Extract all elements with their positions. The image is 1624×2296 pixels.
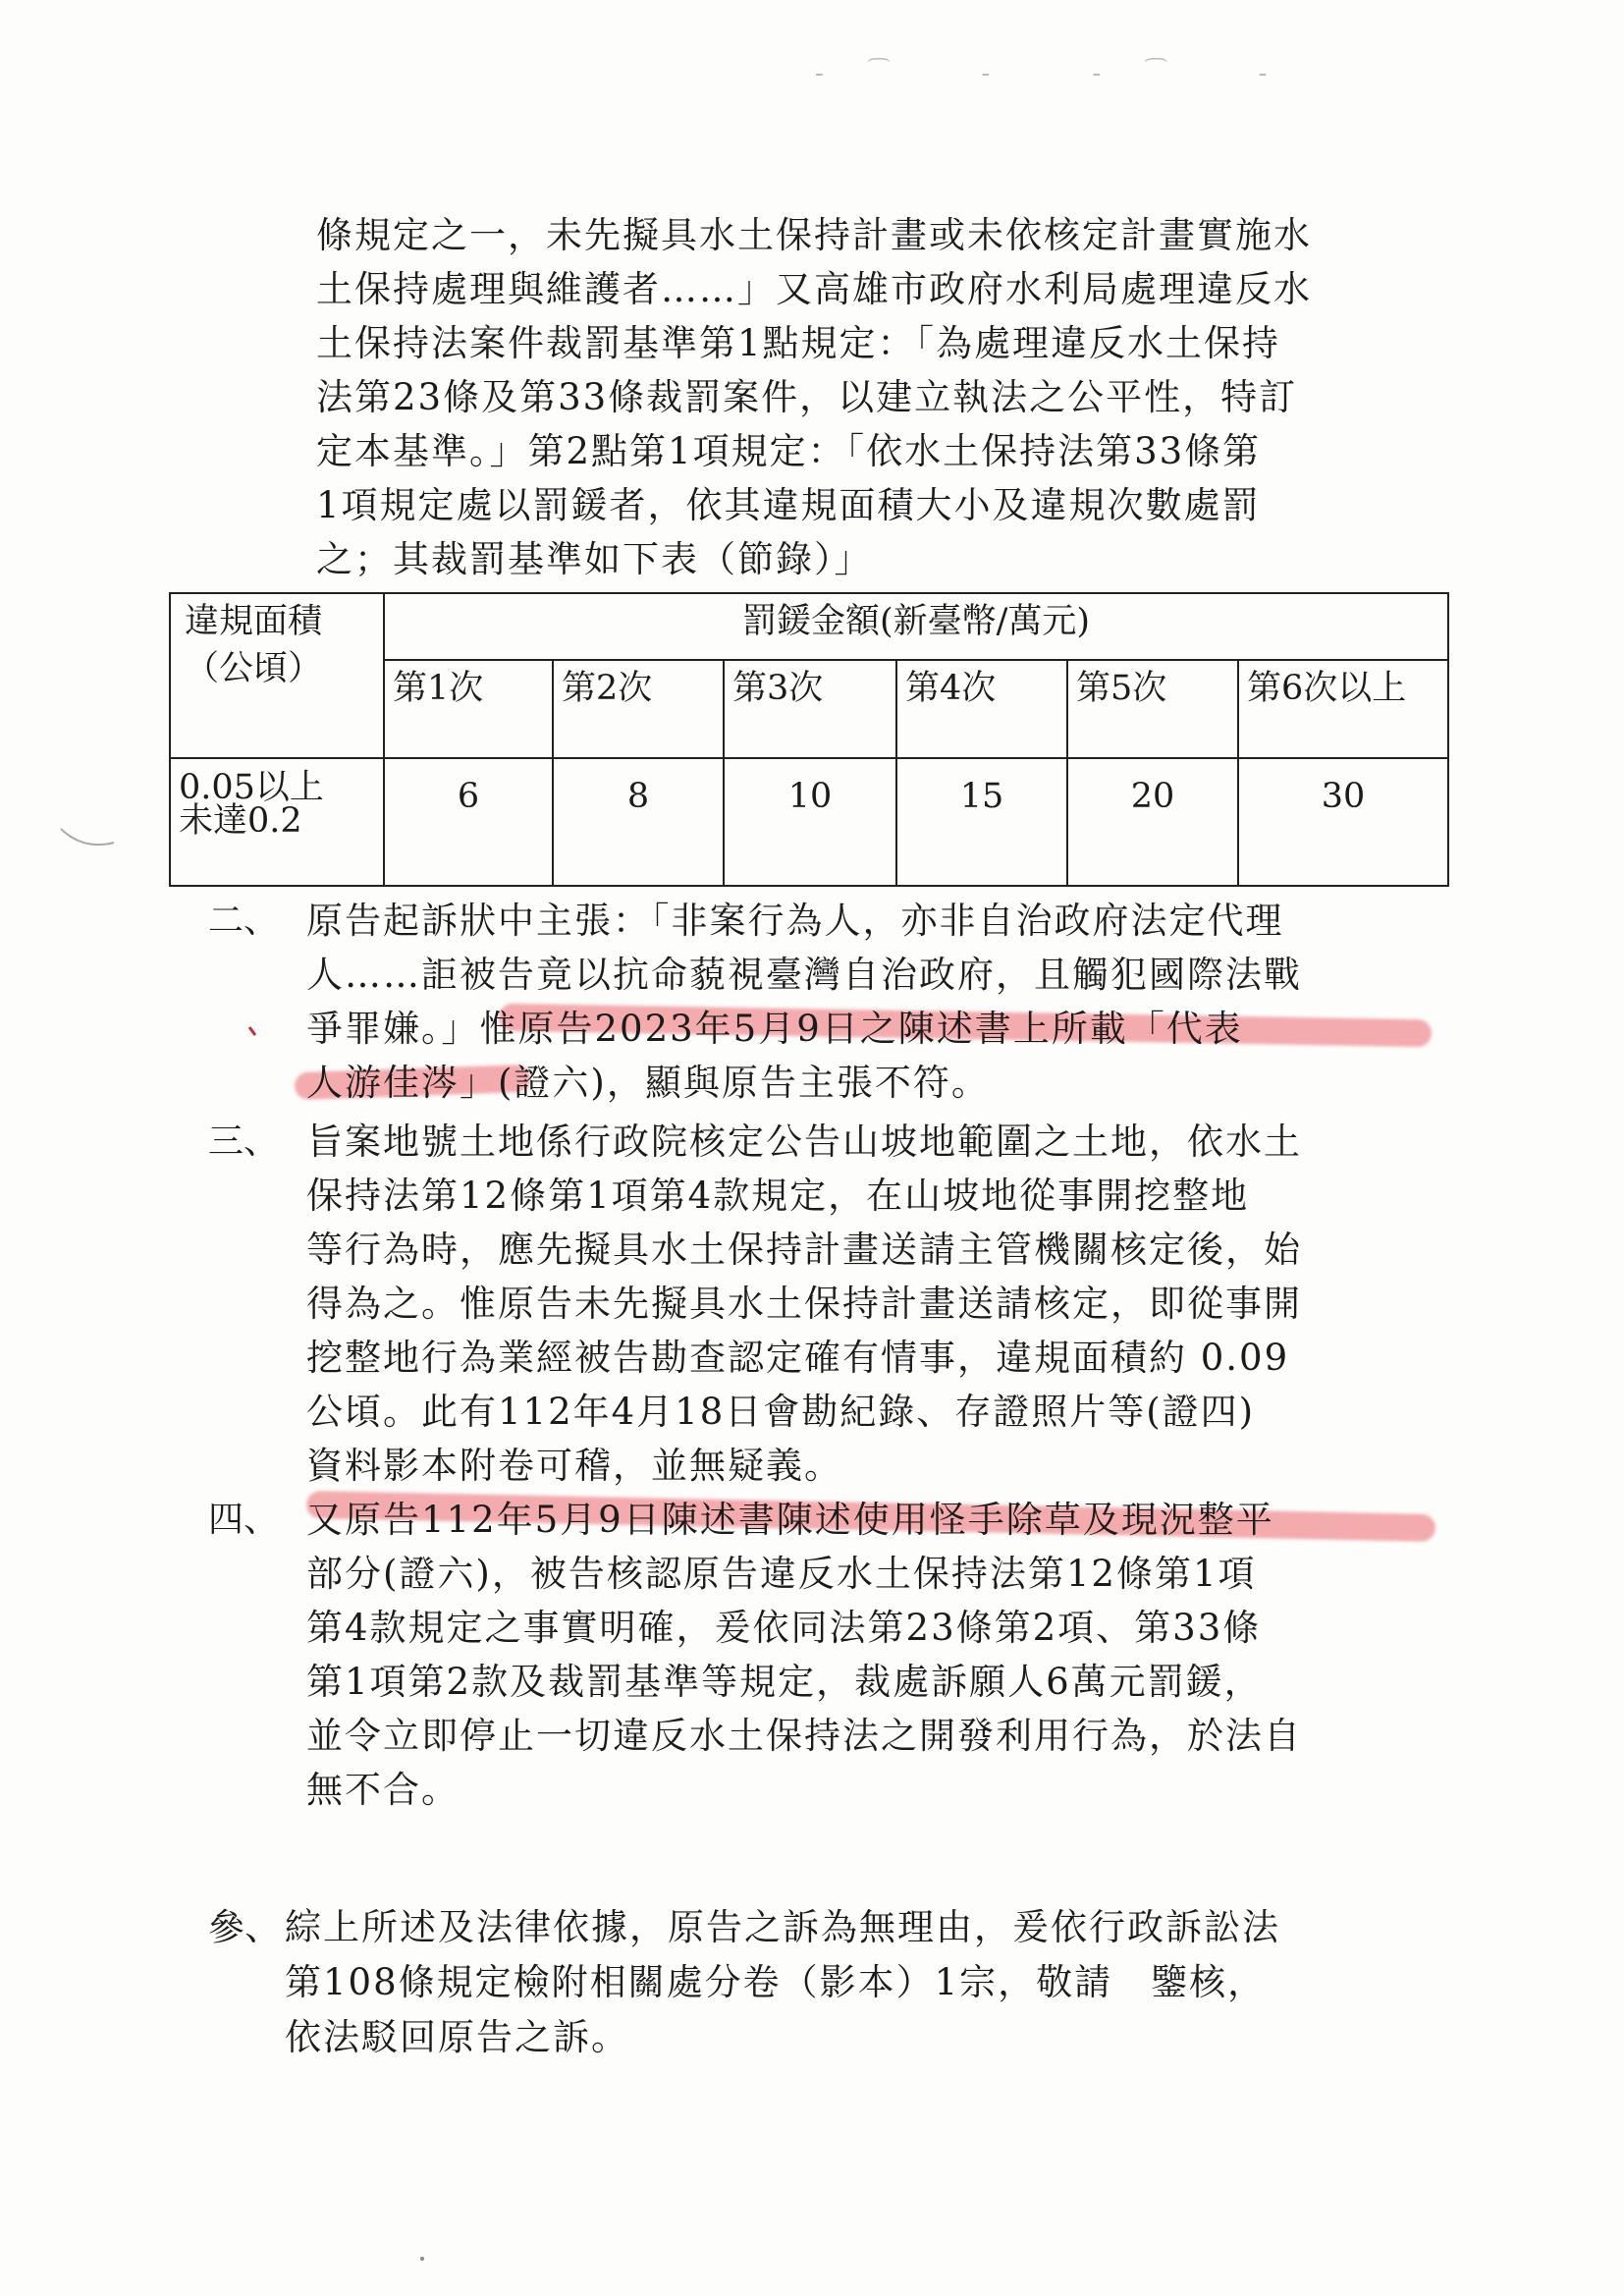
- fine-value-cell: 30: [1238, 758, 1448, 886]
- item-line: 又原告112年5月9日陳述書陳述使用怪手除草及現況整平: [306, 1499, 1274, 1541]
- amount-header-cell: 罰鍰金額(新臺幣/萬元): [384, 593, 1448, 660]
- intro-line: 1項規定處以罰鍰者，依其違規面積大小及違規次數處罰: [316, 484, 1261, 526]
- closing-marker: 參、: [208, 1906, 281, 1948]
- item-line: 第1項第2款及裁罰基準等規定，裁處訴願人6萬元罰鍰，: [306, 1661, 1263, 1703]
- item-line: 原告起訴狀中主張：「非案行為人，亦非自治政府法定代理: [306, 900, 1284, 942]
- intro-line: 之；其裁罰基準如下表（節錄）」: [316, 538, 873, 580]
- item-line: 第4款規定之事實明確，爰依同法第23條第2項、第33條: [306, 1607, 1262, 1649]
- offense-header: 第5次: [1067, 660, 1238, 758]
- item-marker: 二、: [208, 901, 280, 941]
- offense-header: 第4次: [896, 660, 1067, 758]
- closing-paragraph: [285, 1900, 1502, 2065]
- intro-paragraph: [316, 208, 1312, 586]
- intro-line: 土保持法案件裁罰基準第1點規定：「為處理違反水土保持: [316, 322, 1281, 364]
- item-line: 挖整地行為業經被告勘查認定確有情事，違規面積約 0.09: [306, 1337, 1290, 1379]
- area-value-cell: [170, 758, 384, 886]
- offense-header: 第3次: [724, 660, 896, 758]
- item-paragraph: [306, 1115, 1302, 1493]
- area-header-line: 違規面積: [185, 602, 323, 641]
- fine-table: [169, 592, 1449, 887]
- item-line: 公頃。此有112年4月18日會勘紀錄、存證照片等(證四): [306, 1391, 1256, 1433]
- item-marker: 四、: [208, 1500, 280, 1540]
- item-line: 人……詎被告竟以抗命藐視臺灣自治政府，且觸犯國際法戰: [306, 954, 1302, 996]
- area-header-line: （公頃）: [185, 649, 323, 688]
- item-line: 得為之。惟原告未先擬具水土保持計畫送請核定，即從事開: [306, 1283, 1302, 1325]
- intro-line: 法第23條及第33條裁罰案件，以建立執法之公平性，特訂: [316, 376, 1298, 418]
- scan-smudge: [59, 825, 118, 854]
- closing-line: 綜上所述及法律依據，原告之訴為無理由，爰依行政訴訟法: [285, 1906, 1280, 1948]
- fine-value-cell: 8: [553, 758, 724, 886]
- fine-value-cell: 15: [896, 758, 1067, 886]
- offense-header: 第1次: [384, 660, 553, 758]
- scan-specks: - ͡ - - ͡ -: [815, 59, 1315, 88]
- item-paragraph: [306, 1493, 1302, 1817]
- area-header-cell: [170, 593, 384, 758]
- red-pen-dot: [244, 1021, 263, 1041]
- intro-line: 條規定之一，未先擬具水土保持計畫或未依核定計畫實施水: [316, 214, 1312, 256]
- item-line: 無不合。: [306, 1769, 460, 1811]
- area-value-line: 0.05以上: [179, 768, 324, 807]
- offense-header: 第6次以上: [1238, 660, 1448, 758]
- item-line: 等行為時，應先擬具水土保持計畫送請主管機關核定後，始: [306, 1229, 1302, 1271]
- item-line: 爭罪嫌。」惟原告2023年5月9日之陳述書上所載「代表: [306, 1008, 1243, 1050]
- closing-line: 第108條規定檢附相關處分卷（影本）1宗，敬請 鑒核，: [285, 1961, 1267, 2003]
- item-line: 部分(證六)，被告核認原告違反水土保持法第12條第1項: [306, 1553, 1257, 1595]
- scan-speck: [412, 2249, 432, 2269]
- fine-value-cell: 20: [1067, 758, 1238, 886]
- offense-header: 第2次: [553, 660, 724, 758]
- item-line: 資料影本附卷可稽，並無疑義。: [306, 1445, 842, 1487]
- table-row: [170, 758, 1448, 886]
- fine-value-cell: 6: [384, 758, 553, 886]
- intro-line: 土保持處理與維護者……」又高雄市政府水利局處理違反水: [316, 268, 1312, 310]
- item-line: 人游佳涔」(證六)，顯與原告主張不符。: [306, 1062, 990, 1104]
- item-marker: 三、: [208, 1121, 280, 1162]
- item-paragraph: [306, 894, 1302, 1110]
- area-value-line: 未達0.2: [179, 801, 302, 841]
- intro-line: 定本基準。」第2點第1項規定：「依水土保持法第33條第: [316, 430, 1262, 472]
- item-line: 旨案地號土地係行政院核定公告山坡地範圍之土地，依水土: [306, 1121, 1302, 1163]
- item-line: 並令立即停止一切違反水土保持法之開發利用行為，於法自: [306, 1715, 1302, 1757]
- fine-value-cell: 10: [724, 758, 896, 886]
- table-header-row: [170, 593, 1448, 660]
- item-line: 保持法第12條第1項第4款規定，在山坡地從事開挖整地: [306, 1175, 1250, 1217]
- closing-line: 依法駁回原告之訴。: [285, 2016, 629, 2058]
